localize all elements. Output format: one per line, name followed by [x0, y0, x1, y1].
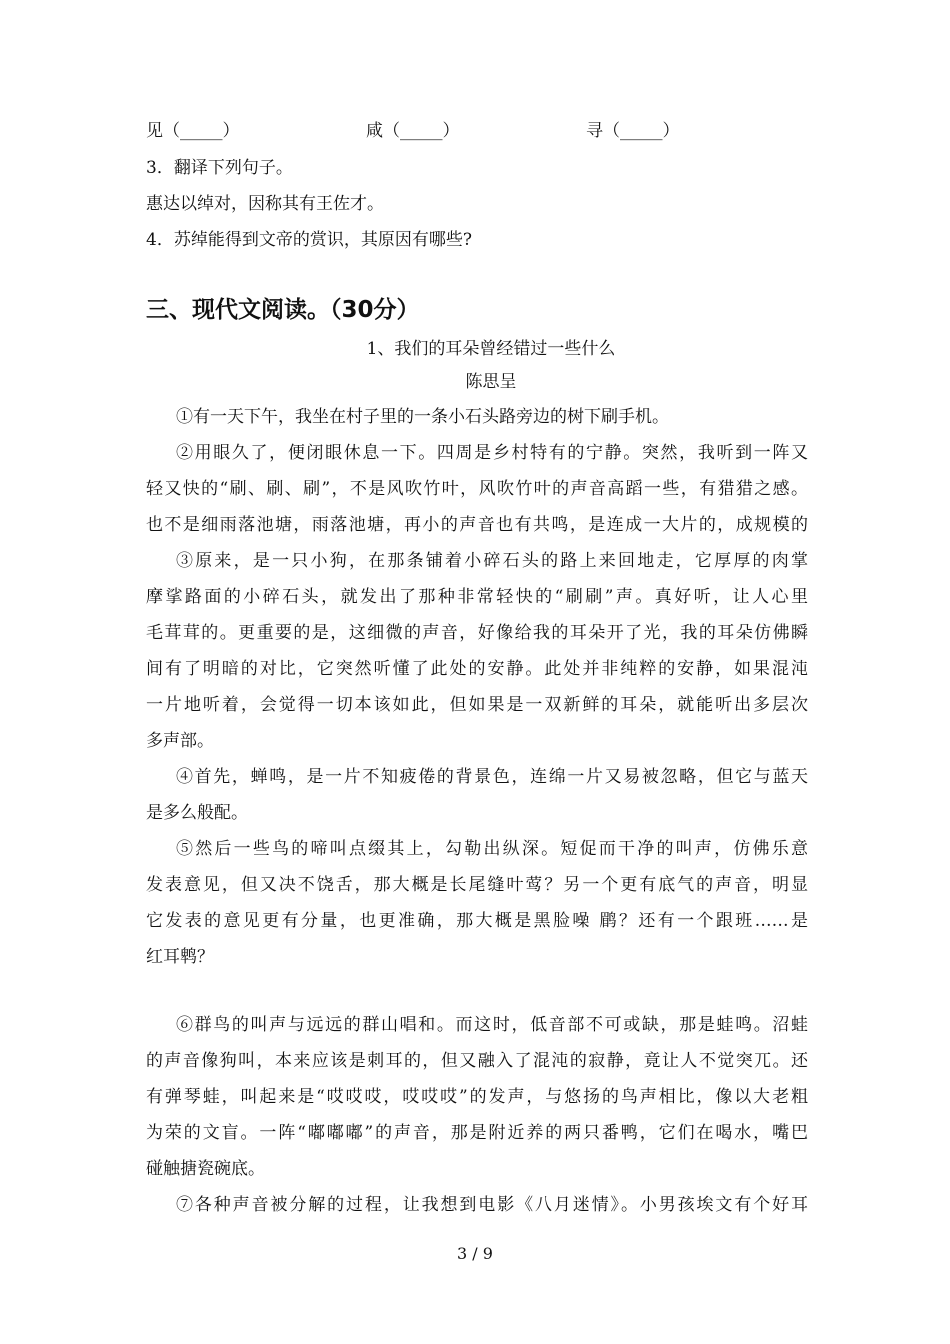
paragraph-line: ⑥群鸟的叫声与远远的群山唱和。而这时，低音部不可或缺，那是蛙鸣。沼蛙 [176, 1015, 808, 1035]
fill-blank-1: 见（_____） [146, 121, 240, 141]
fill-blank-3: 寻（_____） [586, 121, 680, 141]
article-title: 1、我们的耳朵曾经错过一些什么 [366, 339, 616, 359]
paragraph-line: ⑤然后一些鸟的啼叫点缀其上，勾勒出纵深。短促而干净的叫声，仿佛乐意 [176, 839, 808, 859]
paragraph-line: 多声部。 [146, 731, 214, 751]
paragraph-line: 它发表的意见更有分量，也更准确，那大概是黑脸噪 鹛？还有一个跟班……是 [146, 911, 808, 931]
paragraph-line: ①有一天下午，我坐在村子里的一条小石头路旁边的树下刷手机。 [176, 407, 669, 427]
paragraph-line: ②用眼久了，便闭眼休息一下。四周是乡村特有的宁静。突然，我听到一阵又 [176, 443, 808, 463]
paragraph-line: 是多么般配。 [146, 803, 248, 823]
paragraph-line: ⑦各种声音被分解的过程，让我想到电影《八月迷情》。小男孩埃文有个好耳 [176, 1195, 808, 1215]
question-3: 3．翻译下列句子。 [146, 158, 293, 178]
paragraph-line: 摩挲路面的小碎石头，就发出了那种非常轻快的“刷刷”声。真好听，让人心里 [146, 587, 808, 607]
paragraph-line: ③原来，是一只小狗，在那条铺着小碎石头的路上来回地走，它厚厚的肉掌 [176, 551, 808, 571]
sentence-to-translate: 惠达以绰对，因称其有王佐才。 [146, 194, 384, 214]
paragraph-line: 间有了明暗的对比，它突然听懂了此处的安静。此处并非纯粹的安静，如果混沌 [146, 659, 808, 679]
paragraph-line: 发表意见，但又决不饶舌，那大概是长尾缝叶莺？另一个更有底气的声音，明显 [146, 875, 808, 895]
paragraph-line: 一片地听着，会觉得一切本该如此，但如果是一双新鲜的耳朵，就能听出多层次 [146, 695, 808, 715]
paragraph-line: 有弹琴蛙，叫起来是“哎哎哎，哎哎哎”的发声，与悠扬的鸟声相比，像以大老粗 [146, 1087, 808, 1107]
paragraph-line: 为荣的文盲。一阵“嘟嘟嘟”的声音，那是附近养的两只番鸭，它们在喝水，嘴巴 [146, 1123, 808, 1143]
paragraph-line: 的声音像狗叫，本来应该是刺耳的，但又融入了混沌的寂静，竟让人不觉突兀。还 [146, 1051, 808, 1071]
paragraph-line: 红耳鹎？ [146, 947, 214, 967]
paragraph-line: 轻又快的“刷、刷、刷”，不是风吹竹叶，风吹竹叶的声音高蹈一些，有猎猎之感。 [146, 479, 808, 499]
paragraph-line: 毛茸茸的。更重要的是，这细微的声音，好像给我的耳朵开了光，我的耳朵仿佛瞬 [146, 623, 808, 643]
question-4: 4．苏绰能得到文帝的赏识，其原因有哪些? [146, 230, 472, 250]
section-heading: 三、现代文阅读。（30分） [146, 297, 420, 323]
paragraph-line: 碰触搪瓷碗底。 [146, 1159, 265, 1179]
paragraph-line: 也不是细雨落池塘，雨落池塘，再小的声音也有共鸣，是连成一大片的，成规模的 [146, 515, 808, 535]
fill-blank-2: 咸（_____） [366, 121, 460, 141]
article-author: 陈思呈 [465, 372, 517, 392]
page-number: 3 / 9 [457, 1244, 493, 1263]
paragraph-line: ④首先，蝉鸣，是一片不知疲倦的背景色，连绵一片又易被忽略，但它与蓝天 [176, 767, 808, 787]
